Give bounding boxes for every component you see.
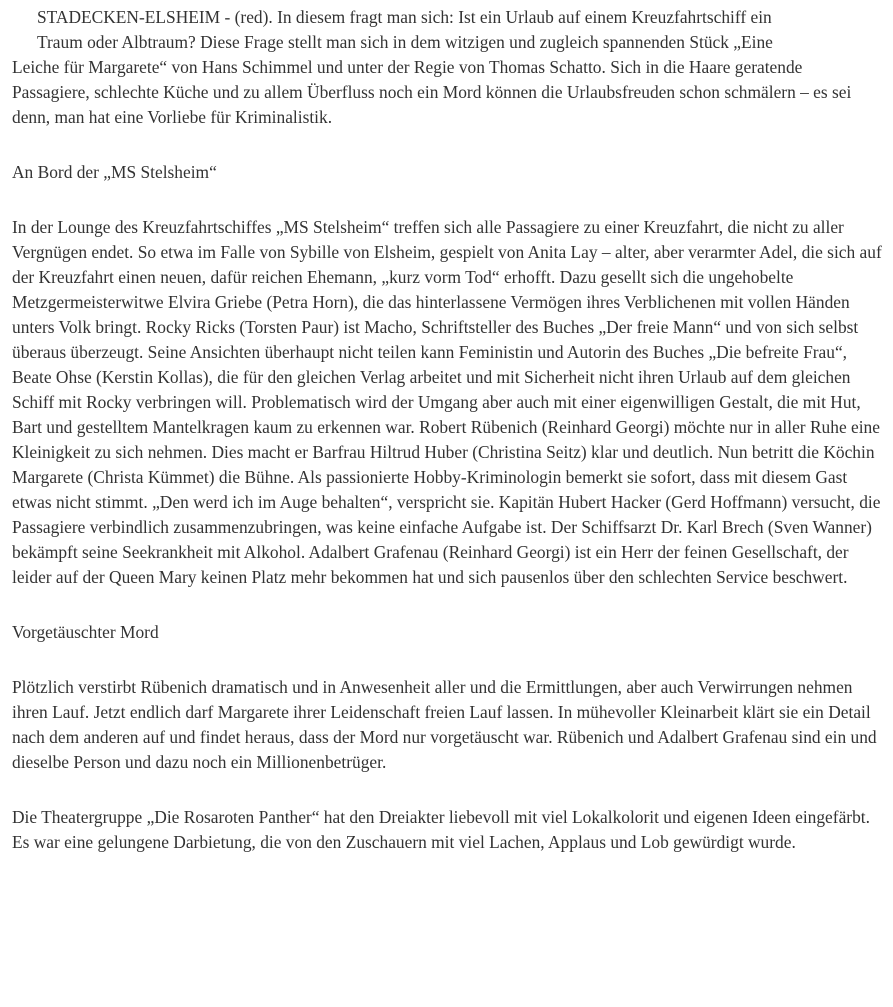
spacer [12,775,882,805]
article-paragraph-1: In der Lounge des Kreuzfahrtschiffes „MS Stelsheim“ treffen sich alle Passagiere zu einer Kreuzfahrt, die nicht zu aller Vergnügen endet. So etwa im Falle von Sybille von Elsheim, gespielt von Anita Lay – alter, aber verarmter Adel, die sich auf der Kreuzfahrt einen neuen, dafür reichen Ehemann, „kurz vorm Tod“ erhofft. Dazu gesellt sich die ungehobelte Metzgermeisterwitwe Elvira Griebe (Petra Horn), die das hinterlassene Vermögen ihres Verblichenen mit vollen Händen unters Volk bringt. Rocky Ricks (Torsten Paur) ist Macho, Schriftsteller des Buches „Der freie Mann“ und von sich selbst überaus überzeugt. Seine Ansichten überhaupt nicht teilen kann Feministin und Autorin des Buches „Die befreite Frau“, Beate Ohse (Kerstin Kollas), die für den gleichen Verlag arbeitet und mit Sicherheit nicht ihren Urlaub auf dem gleichen Schiff mit Rocky verbringen will. Problematisch wird der Umgang aber auch mit einer eigenwilligen Gestalt, die mit Hut, Bart und gestelltem Mantelkragen kaum zu erkennen war. Robert Rübenich (Reinhard Georgi) möchte nur in aller Ruhe eine Kleinigkeit zu sich nehmen. Dies macht er Barfrau Hiltrud Huber (Christina Seitz) klar und deutlich. Nun betritt die Köchin Margarete (Christa Kümmet) die Bühne. Als passionierte Hobby-Kriminologin bemerkt sie sofort, dass mit diesem Gast etwas nicht stimmt. „Den werd ich im Auge behalten“, verspricht sie. Kapitän Hubert Hacker (Gerd Hoffmann) versucht, die Passagiere verbindlich zusammenzubringen, was keine einfache Aufgabe ist. Der Schiffsarzt Dr. Karl Brech (Sven Wanner) bekämpft seine Seekrankheit mit Alkohol. Adalbert Grafenau (Reinhard Georgi) ist ein Herr der feinen Gesellschaft, der leider auf der Queen Mary keinen Platz mehr bekommen hat und sich pausenlos über den schlechten Service beschwert. [12,217,882,587]
article-lead-line-1: STADECKEN-ELSHEIM - (red). In diesem fragt man sich: Ist ein Urlaub auf einem Kreuzfahrtschiff ein [37,7,772,27]
article-paragraph-3: Die Theatergruppe „Die Rosaroten Panther“ hat den Dreiakter liebevoll mit viel Lokalkolorit und eigenen Ideen eingefärbt. Es war eine gelungene Darbietung, die von den Zuschauern mit viel Lachen, Applaus und Lob gewürdigt wurde. [12,807,870,852]
article-paragraph-2: Plötzlich verstirbt Rübenich dramatisch und in Anwesenheit aller und die Ermittlungen, aber auch Verwirrungen nehmen ihren Lauf. Jetzt endlich darf Margarete ihrer Leidenschaft freien Lauf lassen. In mühevoller Kleinarbeit klärt sie ein Detail nach dem anderen auf und findet heraus, dass der Mord nur vorgetäuscht war. Rübenich und Adalbert Grafenau sind ein und dieselbe Person und dazu noch ein Millionenbetrüger. [12,677,877,772]
section-heading-an-bord: An Bord der „MS Stelsheim“ [12,162,217,182]
section-heading-vorgetaeuschter-mord: Vorgetäuschter Mord [12,622,159,642]
article-body [12,5,882,855]
article-lead-continuation: Leiche für Margarete“ von Hans Schimmel und unter der Regie von Thomas Schatto. Sich in die Haare geratende Passagiere, schlechte Küche und zu allem Überfluss noch ein Mord können die Urlaubsfreuden schon schmälern – es sei denn, man hat eine Vorliebe für Kriminalistik. [12,57,852,127]
spacer [12,185,882,215]
spacer [12,130,882,160]
article-lead-line-2: Traum oder Albtraum? Diese Frage stellt man sich in dem witzigen und zugleich spannenden Stück „Eine [37,32,773,52]
article-lead [12,5,882,130]
spacer [12,590,882,620]
spacer [12,645,882,675]
